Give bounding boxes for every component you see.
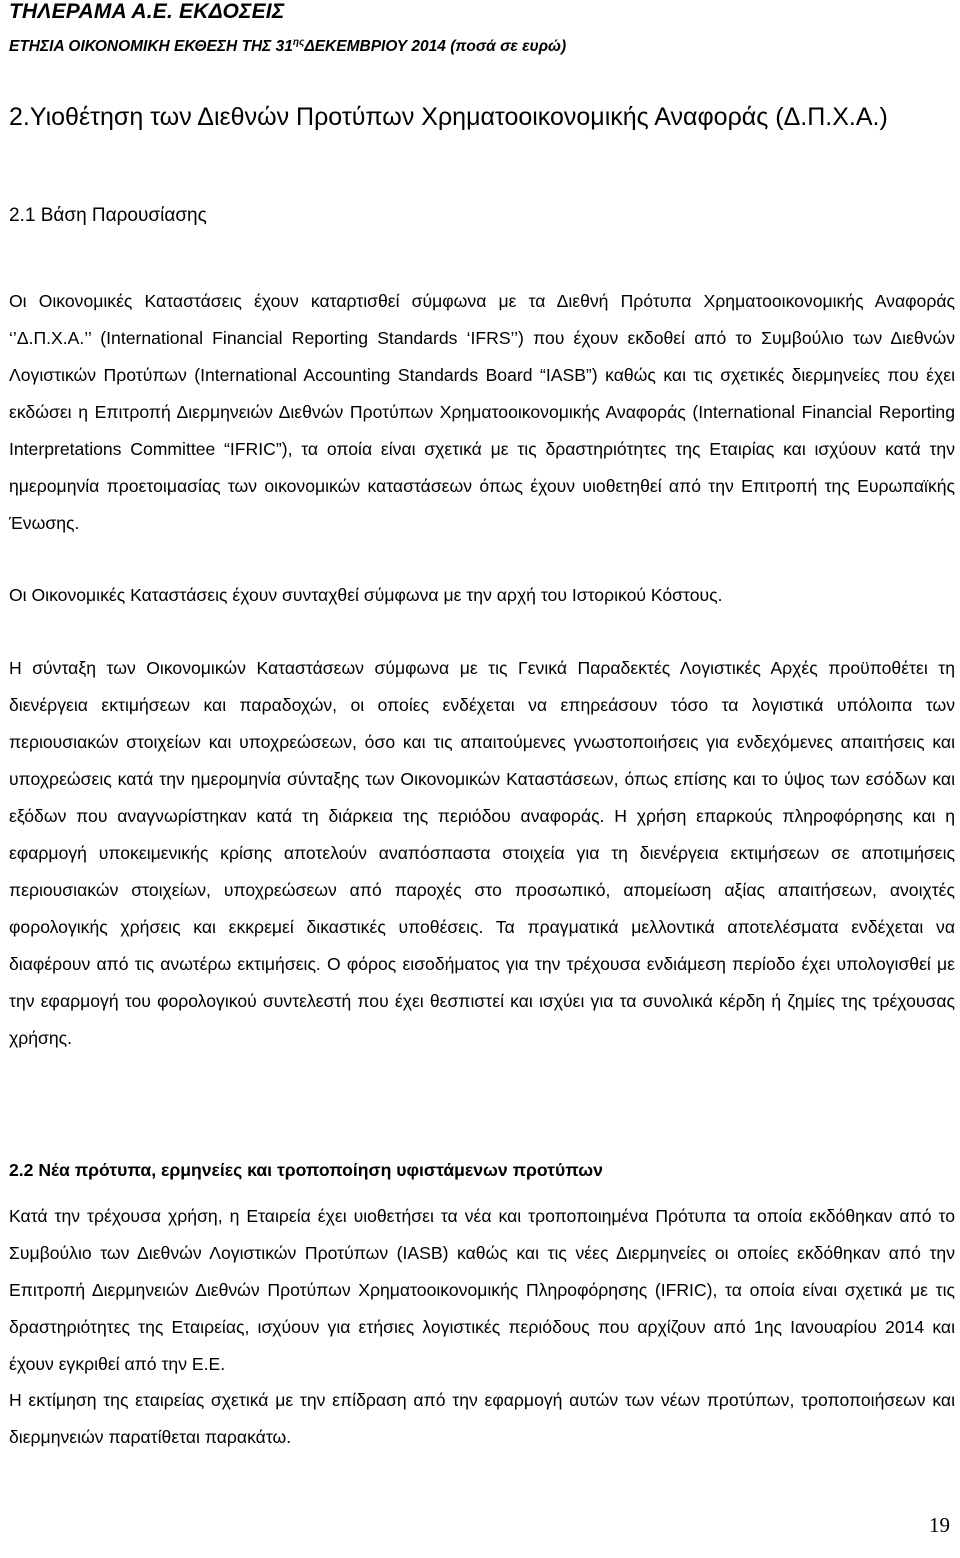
report-header-post: ΔΕΚΕΜΒΡΙΟΥ 2014 (ποσά σε ευρώ): [304, 38, 567, 56]
paragraph-basis: Οι Οικονομικές Καταστάσεις έχουν καταρτισθεί σύμφωνα με τα Διεθνή Πρότυπα Χρηματοοικονομικής Αναφοράς ‘’Δ.Π.Χ.Α.’’ (International Financial Reporting Standards ‘IFRS’’) που έχουν εκδοθεί από το Συμβούλιο των Διεθνών Λογιστικών Προτύπων (International Accounting Standards Board “IASB”) καθώς και τις σχετικές διερμηνείες που έχει εκδώσει η Επιτροπή Διερμηνειών Διεθνών Προτύπων Χρηματοοικονομικής Αναφοράς (International Financial Reporting Interpretations Committee “IFRIC”), τα οποία είναι σχετικά με τις δραστηριότητες της Εταιρίας και ισχύουν κατά την ημερομηνία προετοιμασίας των οικονομικών καταστάσεων όπως έχουν υιοθετηθεί από την Επιτροπή της Ευρωπαϊκής Ένωσης.: [9, 291, 955, 533]
paragraph-estimates: Η σύνταξη των Οικονομικών Καταστάσεων σύμφωνα με τις Γενικά Παραδεκτές Λογιστικές Αρχές προϋποθέτει τη διενέργεια εκτιμήσεων και παραδοχών, οι οποίες ενδέχεται να επηρεάσουν τόσο τα λογιστικά υπόλοιπα των περιουσιακών στοιχείων και υποχρεώσεων, όσο και τις απαιτούμενες γνωστοποιήσεις για ενδεχόμενες απαιτήσεις και υποχρεώσεις κατά την ημερομηνία σύνταξης των Οικονομικών Καταστάσεων, όπως επίσης και το ύψος των εσόδων και εξόδων που αναγνωρίστηκαν κατά τη διάρκεια της περιόδου αναφοράς. Η χρήση επαρκούς πληροφόρησης και η εφαρμογή υποκειμενικής κρίσης αποτελούν αναπόσπαστα στοιχεία για τη διενέργεια εκτιμήσεων σε αποτιμήσεις περιουσιακών στοιχείων, υποχρεώσεων από παροχές στο προσωπικό, απομείωση αξίας απαιτήσεων, ανοιχτές φορολογικής χρήσεις και εκκρεμεί δικαστικές υποθέσεις. Τα πραγματικά μελλοντικά αποτελέσματα ενδέχεται να διαφέρουν από τις ανωτέρω εκτιμήσεις. Ο φόρος εισοδήματος για την τρέχουσα ενδιάμεση περίοδο έχει υπολογισθεί με την εφαρμογή του φορολογικού συντελεστή που έχει θεσπιστεί και ισχύει για τα συνολικά κέρδη ή ζημίες της τρέχουσας χρήσης.: [9, 658, 955, 1048]
page-number: 19: [929, 1513, 950, 1537]
section-title: 2.Υιοθέτηση των Διεθνών Προτύπων Χρηματοοικονομικής Αναφοράς (Δ.Π.Χ.Α.): [9, 103, 888, 131]
report-header-sup: ης: [292, 37, 305, 48]
paragraph-historical-cost: Οι Οικονομικές Καταστάσεις έχουν συνταχθεί σύμφωνα με την αρχή του Ιστορικού Κόστους.: [9, 585, 723, 605]
subsection-title-2-2: 2.2 Νέα πρότυπα, ερμηνείες και τροποποίηση υφιστάμενων προτύπων: [9, 1160, 603, 1180]
company-header: ΤΗΛΕΡΑΜΑ Α.Ε. ΕΚΔΟΣΕΙΣ: [9, 0, 285, 23]
paragraph-new-standards: Κατά την τρέχουσα χρήση, η Εταιρεία έχει υιοθετήσει τα νέα και τροποποιημένα Πρότυπα τα οποία εκδόθηκαν από το Συμβούλιο των Διεθνών Λογιστικών Προτύπων (IASB) καθώς και τις νέες Διερμηνείες οι οποίες εκδόθηκαν από την Επιτροπή Διερμηνειών Διεθνών Προτύπων Χρηματοοικονομικής Πληροφόρησης (IFRIC), τα οποία είναι σχετικά με τις δραστηριότητες της Εταιρείας, ισχύουν για ετήσιες λογιστικές περιόδους που αρχίζουν από 1ης Ιανουαρίου 2014 και έχουν εγκριθεί από την Ε.Ε.: [9, 1206, 955, 1374]
paragraph-impact: Η εκτίμηση της εταιρείας σχετικά με την επίδραση από την εφαρμογή αυτών των νέων προτύπων, τροποποιήσεων και διερμηνειών παρατίθεται παρακάτω.: [9, 1390, 955, 1447]
subsection-title-2-1: 2.1 Βάση Παρουσίασης: [9, 205, 207, 226]
report-header: [9, 37, 566, 56]
report-header-pre: ΕΤΗΣΙΑ ΟΙΚΟΝΟΜΙΚΗ ΕΚΘΕΣΗ ΤΗΣ 31: [9, 38, 293, 56]
